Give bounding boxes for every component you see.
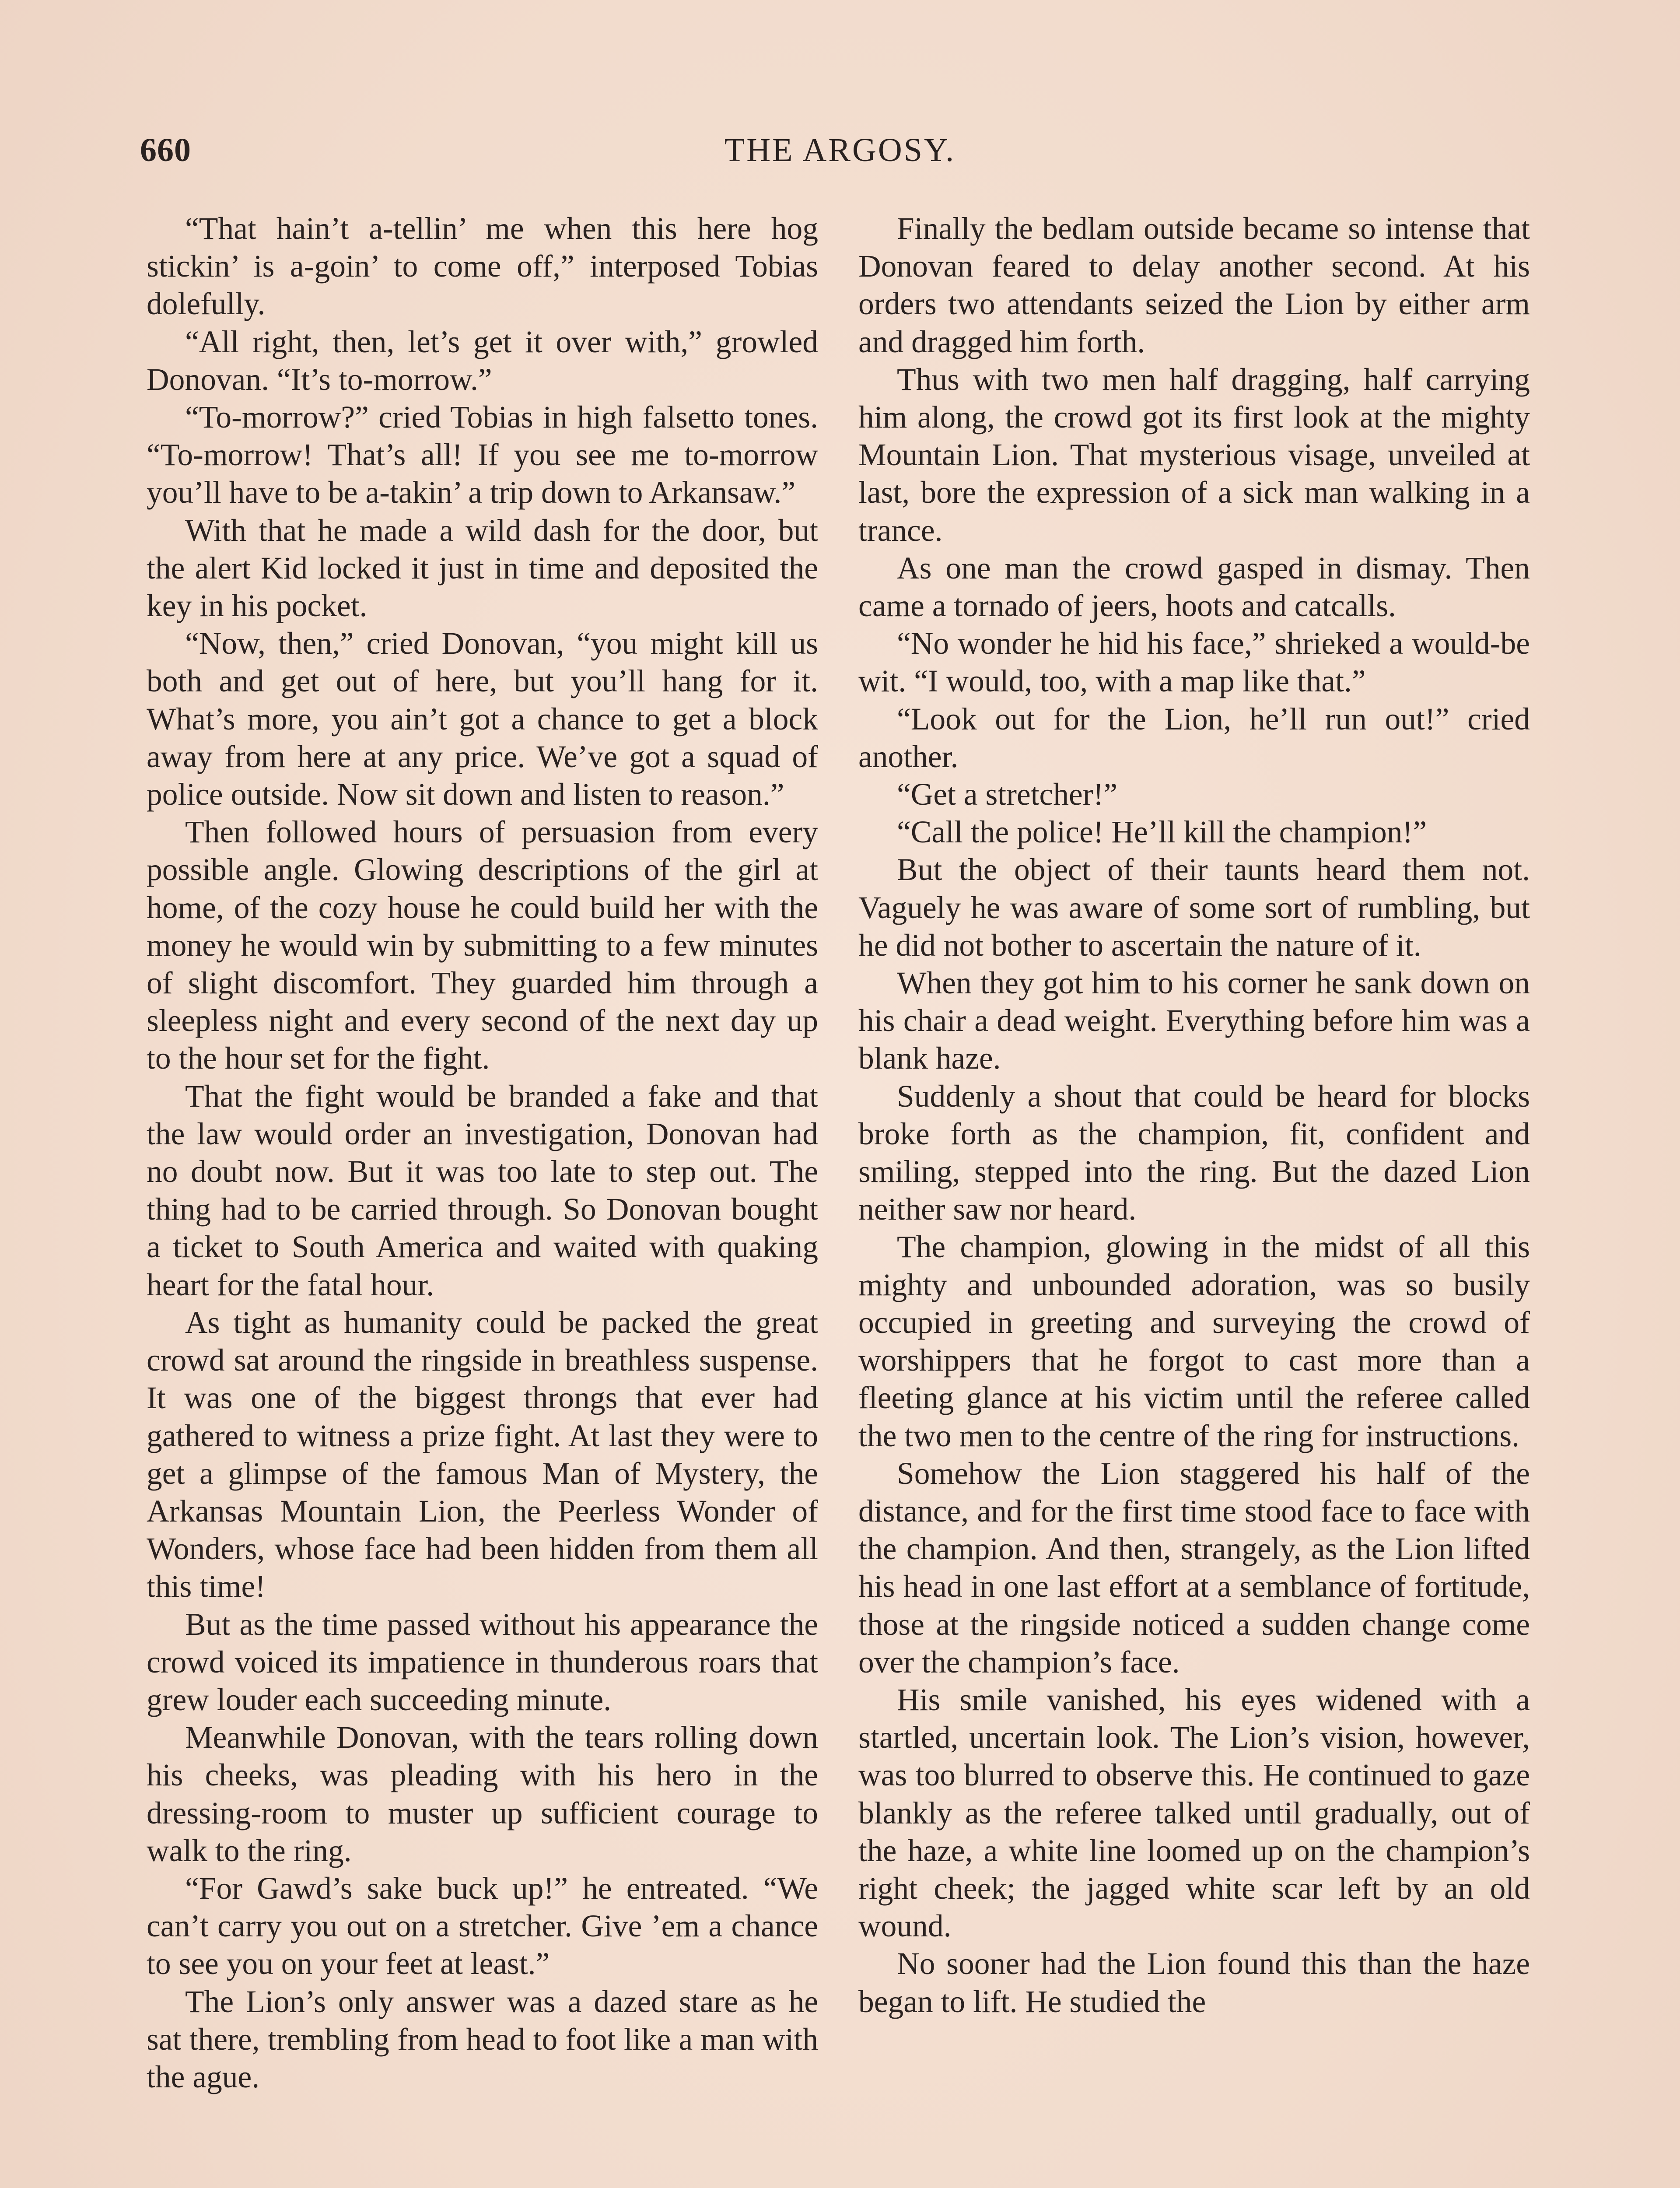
paragraph: Then followed hours of persuasion from every possible angle. Glowing descriptions of the girl at home, of the cozy house he could build her with the money he would win by submitting to a few minutes of slight discomfort. They guarded him through a sleepless night and every second of the next day up to the hour set for the fight.	[147, 815, 818, 1076]
paragraph: “To-morrow?” cried Tobias in high falsetto tones. “To-morrow! That’s all! If you see me to-morrow you’ll have to be a-takin’ a trip down to Arkansaw.”	[147, 400, 818, 510]
running-head: THE ARGOSY.	[724, 132, 956, 168]
paragraph: Suddenly a shout that could be heard for blocks broke forth as the champion, fit, confident and smiling, stepped into the ring. But the dazed Lion neither saw nor heard.	[858, 1079, 1530, 1227]
paragraph: “Get a stretcher!”	[897, 777, 1118, 812]
paragraph: That the fight would be branded a fake and that the law would order an investigation, Donovan had no doubt now. But it was too late to step out. The thing had to be carried through. So Donovan bought a ticket to South America and waited with quaking heart for the fatal hour.	[147, 1079, 818, 1302]
paragraph: “Look out for the Lion, he’ll run out!” cried another.	[858, 701, 1530, 774]
paragraph: Thus with two men half dragging, half carrying him along, the crowd got its first look at the mighty Mountain Lion. That mysterious visage, unveiled at last, bore the expression of a sick man walking in a trance.	[858, 362, 1530, 548]
page-number: 660	[140, 132, 191, 168]
paragraph: But as the time passed without his appearance the crowd voiced its impatience in thunderous roars that grew louder each succeeding minute.	[147, 1607, 818, 1717]
paragraph: As tight as humanity could be packed the great crowd sat around the ringside in breathless suspense. It was one of the biggest throngs that ever had gathered to witness a prize fight. At last they were to get a glimpse of the famous Man of Mystery, the Arkansas Mountain Lion, the Peerless Wonder of Wonders, whose face had been hidden from them all this time!	[147, 1305, 818, 1604]
paragraph: Meanwhile Donovan, with the tears rolling down his cheeks, was pleading with his hero in the dressing-room to muster up sufficient courage to walk to the ring.	[147, 1720, 818, 1868]
paragraph: “That hain’t a-tellin’ me when this here hog stickin’ is a-goin’ to come off,” interposed Tobias dolefully.	[147, 211, 818, 322]
paragraph: “No wonder he hid his face,” shrieked a would-be wit. “I would, too, with a map like that.”	[858, 626, 1530, 699]
paragraph: “All right, then, let’s get it over with,” growled Donovan. “It’s to-morrow.”	[147, 324, 818, 397]
paragraph: “For Gawd’s sake buck up!” he entreated. “We can’t carry you out on a stretcher. Give ’em a chance to see you on your feet at least.”	[147, 1871, 818, 1981]
paragraph: “Call the police! He’ll kill the champion!”	[897, 815, 1427, 850]
right-column	[858, 210, 1530, 2021]
paragraph: Finally the bedlam outside became so intense that Donovan feared to delay another second. At his orders two attendants seized the Lion by either arm and dragged him forth.	[858, 211, 1530, 359]
paragraph: No sooner had the Lion found this than the haze began to lift. He studied the	[858, 1946, 1530, 2019]
left-column	[147, 210, 818, 2096]
paragraph: Somehow the Lion staggered his half of the distance, and for the first time stood face to face with the champion. And then, strangely, as the Lion lifted his head in one last effort at a semblance of fortitude, those at the ringside noticed a sudden change come over the champion’s face.	[858, 1456, 1530, 1680]
paragraph: With that he made a wild dash for the door, but the alert Kid locked it just in time and deposited the key in his pocket.	[147, 513, 818, 624]
paragraph: “Now, then,” cried Donovan, “you might kill us both and get out of here, but you’ll hang for it. What’s more, you ain’t got a chance to get a block away from here at any price. We’ve got a squad of police outside. Now sit down and listen to reason.”	[147, 626, 818, 812]
paragraph: When they got him to his corner he sank down on his chair a dead weight. Everything before him was a blank haze.	[858, 966, 1530, 1076]
page-header	[140, 131, 1540, 184]
paragraph: The champion, glowing in the midst of all this mighty and unbounded adoration, was so busily occupied in greeting and surveying the crowd of worshippers that he forgot to cast more than a fleeting glance at his victim until the referee called the two men to the centre of the ring for instructions.	[858, 1230, 1530, 1453]
paragraph: The Lion’s only answer was a dazed stare as he sat there, trembling from head to foot like a man with the ague.	[147, 1984, 818, 2094]
paragraph: As one man the crowd gasped in dismay. Then came a tornado of jeers, hoots and catcalls.	[858, 551, 1530, 624]
paragraph: But the object of their taunts heard them not. Vaguely he was aware of some sort of rumbling, but he did not bother to ascertain the nature of it.	[858, 852, 1530, 963]
paragraph: His smile vanished, his eyes widened with a startled, uncertain look. The Lion’s vision, however, was too blurred to observe this. He continued to gaze blankly as the referee talked until gradually, out of the haze, a white line loomed up on the champion’s right cheek; the jagged white scar left by an old wound.	[858, 1682, 1530, 1944]
